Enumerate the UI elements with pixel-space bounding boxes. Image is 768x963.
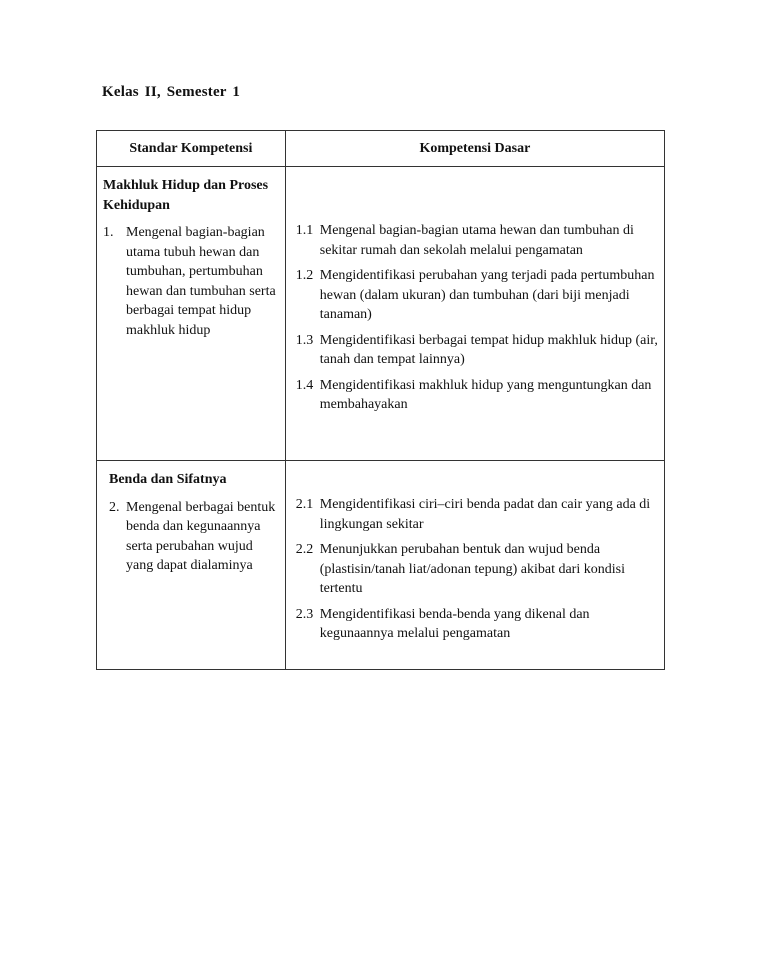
competency-item [296, 266, 658, 325]
standard-text: Mengenal bagian-bagian utama tubuh hewan dan tumbuhan, pertumbuhan hewan dan tumbuhan serta berbagai tempat hidup makhluk hidup [126, 225, 276, 338]
table-row [97, 167, 665, 461]
competency-item [296, 221, 658, 260]
competency-number: 1.3 [295, 332, 314, 348]
standard-text: Mengenal berbagai bentuk benda dan kegunaannya serta perubahan wujud yang dapat dialaminya [126, 499, 276, 573]
standard-number: 1. [103, 225, 114, 240]
competency-text: Mengidentifikasi ciri–ciri benda padat dan cair yang ada di lingkungan sekitar [319, 497, 651, 532]
competency-number: 2.3 [295, 606, 314, 622]
header-kompetensi-dasar: Kompetensi Dasar [285, 131, 664, 167]
standard-item [103, 223, 279, 340]
competency-item [296, 331, 658, 370]
competency-item [296, 605, 658, 644]
competency-cell [285, 167, 664, 461]
standard-number: 2. [109, 499, 120, 515]
table-header-row [97, 131, 665, 167]
topic-heading: Benda dan Sifatnya [109, 472, 227, 487]
competency-text: Mengidentifikasi benda-benda yang dikenal dan kegunaannya melalui pengamatan [319, 606, 590, 641]
competency-text: Mengidentifikasi berbagai tempat hidup makhluk hidup (air, tanah dan tempat lainnya) [319, 332, 658, 367]
competency-number: 2.1 [295, 497, 314, 512]
competency-text: Mengidentifikasi perubahan yang terjadi pada pertumbuhan hewan (dalam ukuran) dan tumbuhan (dari biji menjadi tanaman) [319, 268, 655, 322]
standard-item [109, 498, 279, 576]
page-title: Kelas II, Semester 1 [102, 84, 241, 100]
header-standar-kompetensi: Standar Kompetensi [97, 131, 286, 167]
competency-item [296, 376, 658, 415]
standard-cell [97, 461, 286, 670]
table-row [97, 461, 665, 670]
competency-cell [285, 461, 664, 670]
competency-number: 1.4 [295, 377, 314, 393]
competency-text: Menunjukkan perubahan bentuk dan wujud benda (plastisin/tanah liat/adonan tepung) akibat dari kondisi tertentu [319, 542, 625, 596]
competency-number: 1.2 [295, 268, 314, 283]
competency-table [96, 130, 665, 670]
competency-number: 1.1 [295, 223, 314, 238]
competency-text: Mengenal bagian-bagian utama hewan dan tumbuhan di sekitar rumah dan sekolah melalui pengamatan [319, 223, 634, 258]
topic-heading: Makhluk Hidup dan Proses Kehidupan [103, 178, 269, 213]
competency-item [296, 495, 658, 534]
competency-number: 2.2 [295, 542, 314, 557]
standard-cell [97, 167, 286, 461]
competency-item [296, 540, 658, 599]
competency-text: Mengidentifikasi makhluk hidup yang menguntungkan dan membahayakan [319, 377, 652, 412]
